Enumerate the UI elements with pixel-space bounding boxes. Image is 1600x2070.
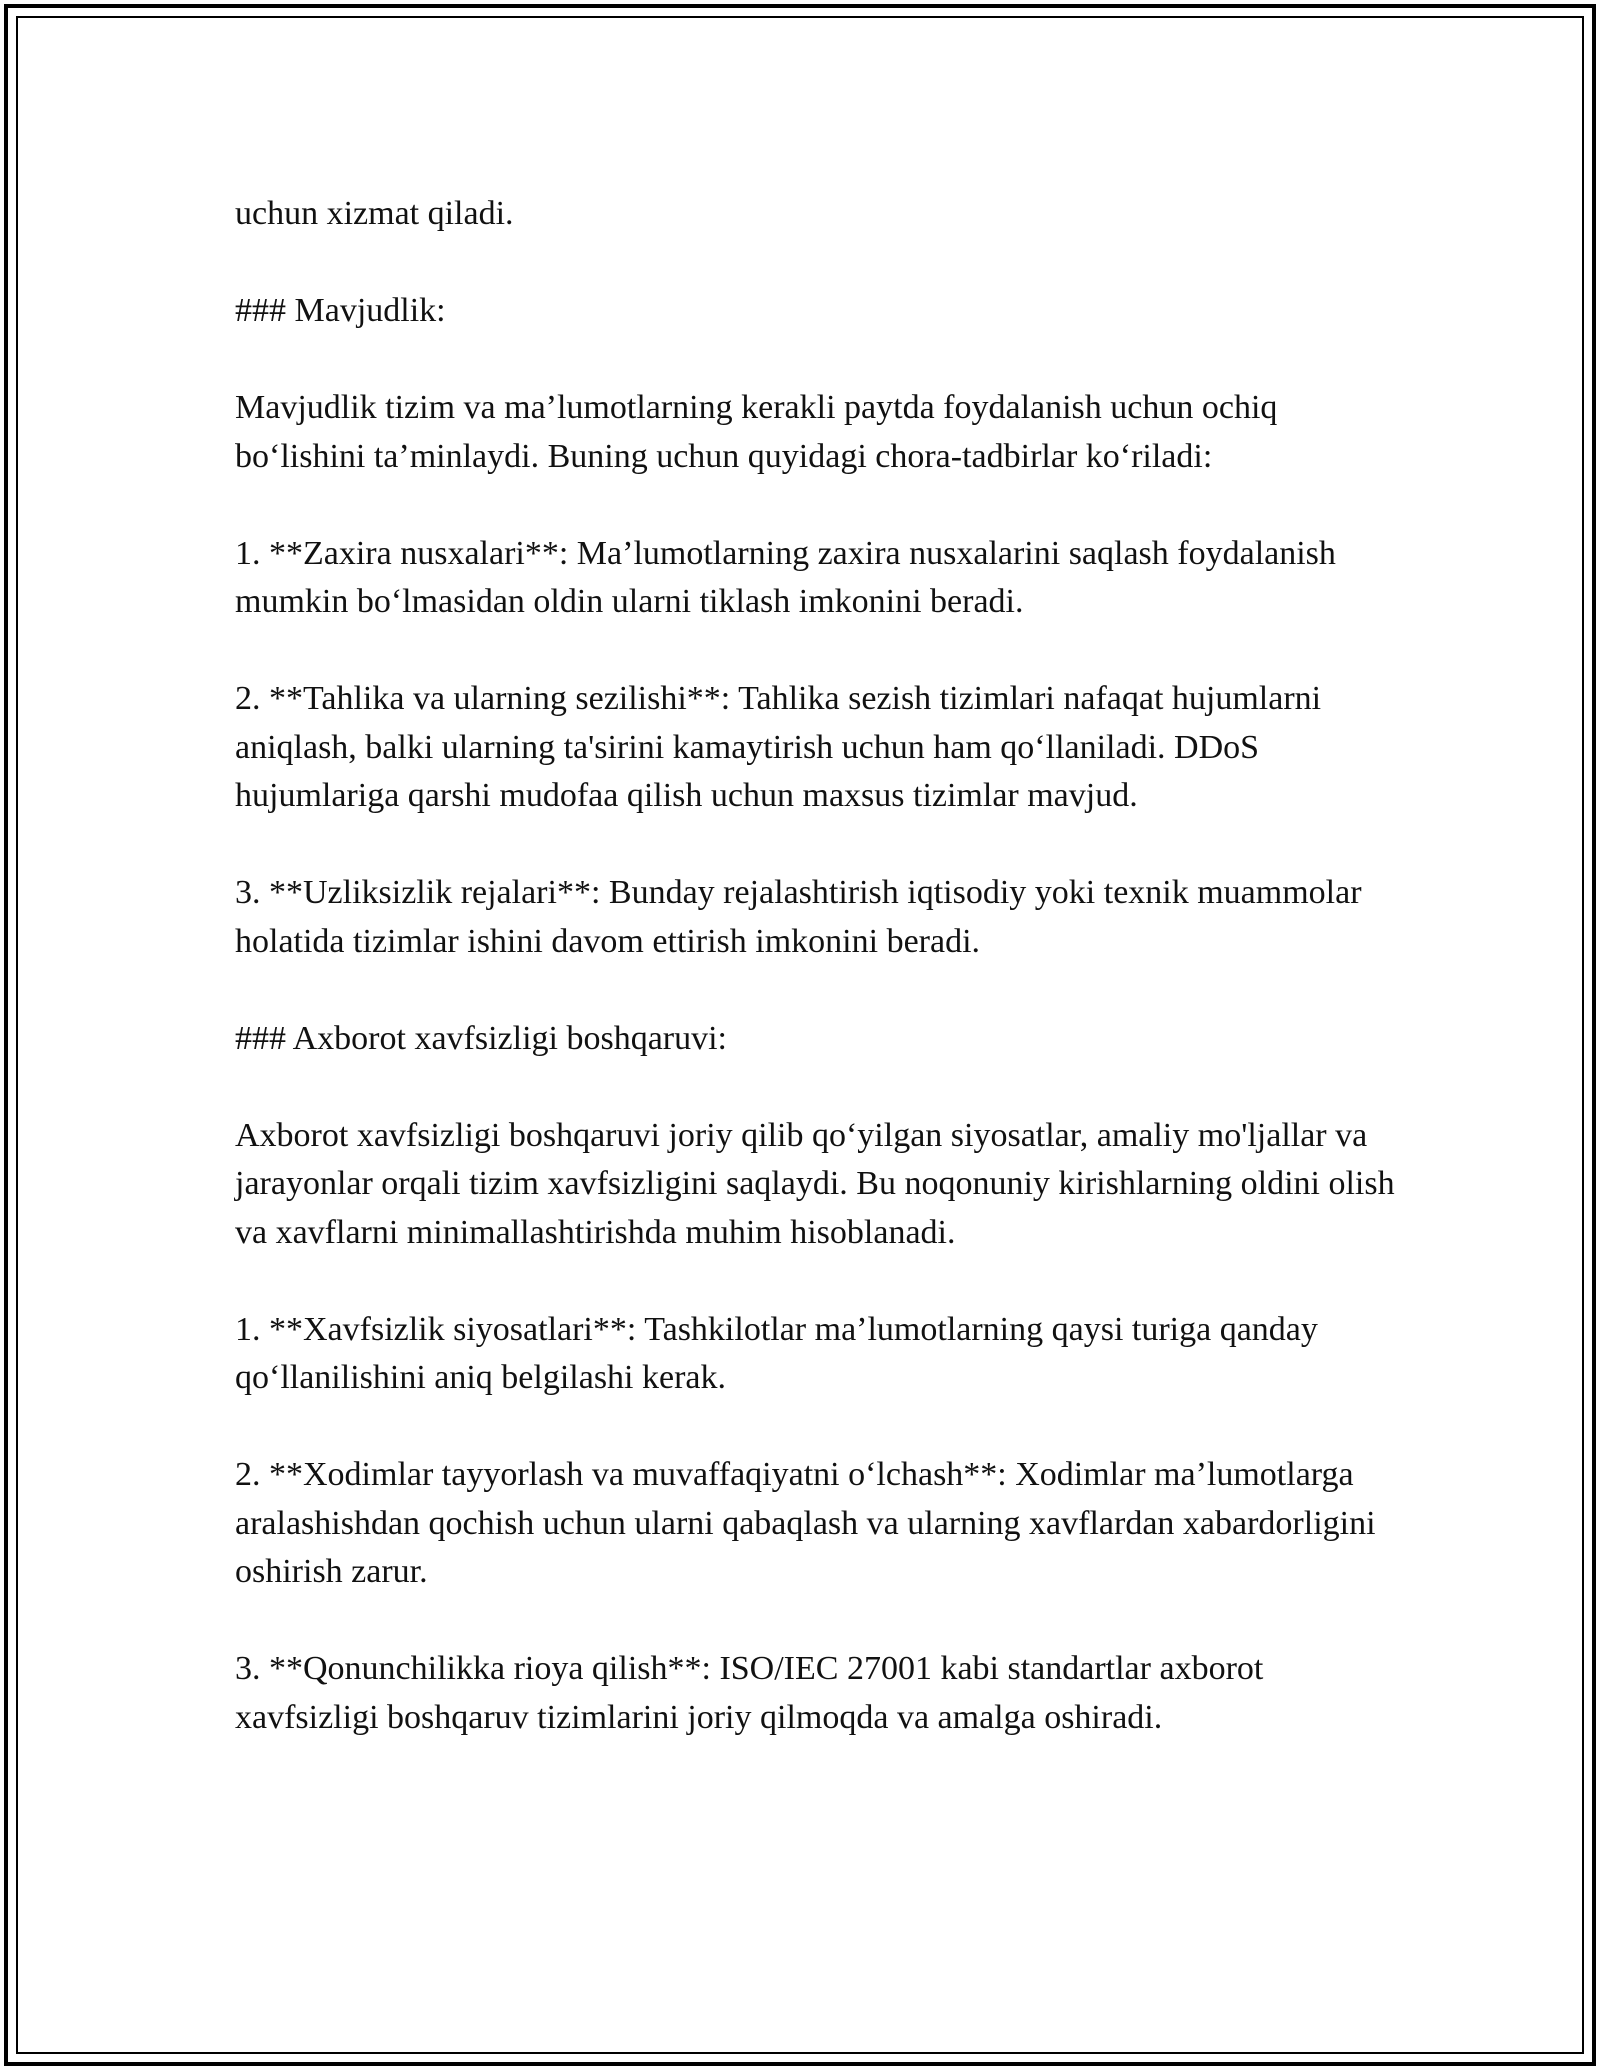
document-body — [235, 190, 1395, 1742]
section-heading-security-management: ### Axborot xavfsizligi boshqaruvi: — [235, 1019, 728, 1057]
list-item-continuity-plans: 3. **Uzliksizlik rejalari**: Bunday rejalashtirish iqtisodiy yoki texnik muammolar holatida tizimlar ishini davom ettirish imkonini beradi. — [235, 874, 1362, 960]
paragraph-availability-intro: Mavjudlik tizim va ma’lumotlarning kerakli paytda foydalanish uchun ochiq bo‘lishini ta’minlaydi. Buning uchun quyidagi chora-tadbirlar ko‘riladi: — [235, 389, 1278, 475]
paragraph-continuation: uchun xizmat qiladi. — [235, 195, 514, 232]
paragraph-security-management-intro: Axborot xavfsizligi boshqaruvi joriy qilib qo‘yilgan siyosatlar, amaliy mo'ljallar va jarayonlar orqali tizim xavfsizligini saqlaydi. Bu noqonuniy kirishlarning oldini olish va xavflarni minimallashtirishda muhim hisoblanadi. — [235, 1116, 1395, 1251]
list-item-security-policies: 1. **Xavfsizlik siyosatlari**: Tashkilotlar ma’lumotlarning qaysi turiga qanday qo‘llanilishini aniq belgilashi kerak. — [235, 1310, 1318, 1396]
list-item-threat-detection: 2. **Tahlika va ularning sezilishi**: Tahlika sezish tizimlari nafaqat hujumlarni aniqlash, balki ularning ta'sirini kamaytirish uchun ham qo‘llaniladi. DDoS hujumlariga qarshi mudofaa qilish uchun maxsus tizimlar mavjud. — [235, 680, 1322, 814]
list-item-compliance: 3. **Qonunchilikka rioya qilish**: ISO/IEC 27001 kabi standartlar axborot xavfsizligi boshqaruv tizimlarini joriy qilmoqda va amalga oshiradi. — [235, 1650, 1264, 1736]
section-heading-availability: ### Mavjudlik: — [235, 292, 446, 329]
list-item-staff-training: 2. **Xodimlar tayyorlash va muvaffaqiyatni o‘lchash**: Xodimlar ma’lumotlarga aralashishdan qochish uchun ularni qabaqlash va ularning xavflardan xabardorligini oshirish zarur. — [235, 1456, 1376, 1590]
list-item-backups: 1. **Zaxira nusxalari**: Ma’lumotlarning zaxira nusxalarini saqlash foydalanish mumkin bo‘lmasidan oldin ularni tiklash imkonini beradi. — [235, 534, 1336, 620]
